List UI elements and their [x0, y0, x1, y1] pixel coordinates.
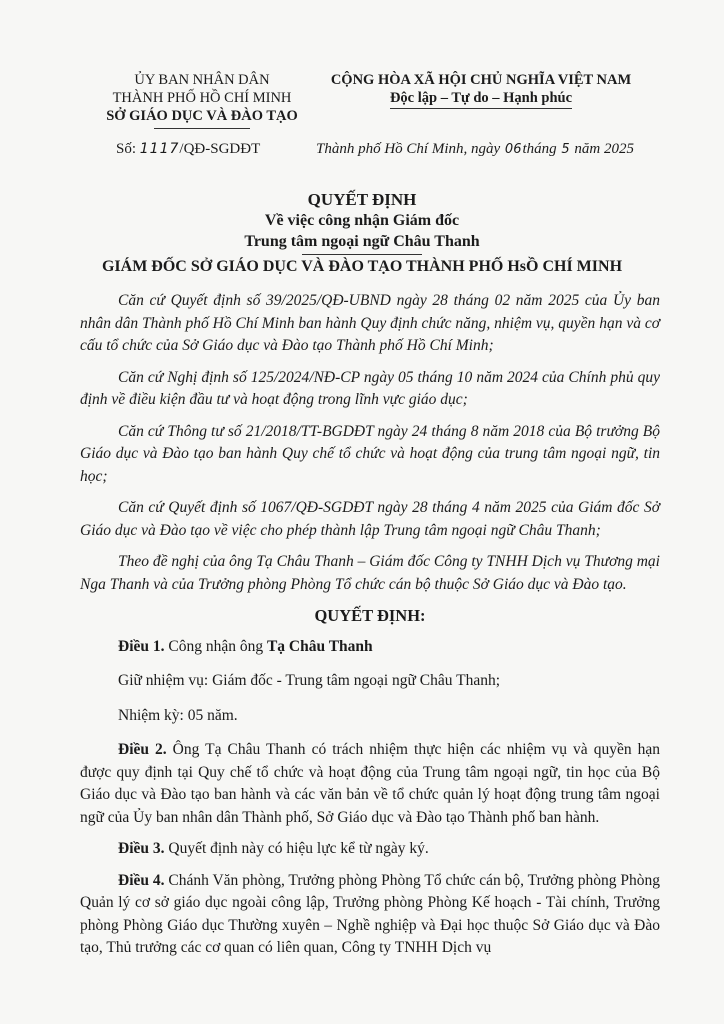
article-1-label: Điều 1.: [118, 637, 165, 655]
doc-number-prefix: Số:: [116, 141, 140, 157]
article-2-label: Điều 2.: [118, 741, 167, 758]
article-3: [80, 838, 660, 861]
place-and-date: [316, 141, 634, 158]
article-1-position: Giữ nhiệm vụ: Giám đốc - Trung tâm ngoại ngữ Châu Thanh;: [118, 672, 501, 689]
article-2: [80, 739, 660, 829]
handwritten-month: 5: [561, 142, 570, 157]
title-underline: [302, 254, 422, 255]
article-3-label: Điều 3.: [118, 840, 165, 857]
appointee-name: Tạ Châu Thanh: [266, 637, 373, 655]
article-4-label: Điều 4.: [118, 871, 165, 889]
doc-number-handwritten: 1117: [139, 141, 180, 157]
article-1: [80, 636, 660, 659]
national-motto: Độc lập – Tự do – Hạnh phúc: [390, 89, 572, 109]
handwritten-day: 06: [504, 142, 522, 157]
place-date-prefix: Thành phố Hồ Chí Minh, ngày: [316, 141, 501, 157]
legal-basis-3: Căn cứ Thông tư số 21/2018/TT-BGDĐT ngày 24 tháng 8 năm 2018 của Bộ trưởng Bộ Giáo dục và Đào tạo ban hành Quy chế tổ chức và hoạt động của trung tâm ngoại ngữ, tin học;: [80, 422, 660, 485]
decision-subject-line-2: Trung tâm ngoại ngữ Châu Thanh: [244, 233, 480, 250]
legal-basis-4: Căn cứ Quyết định số 1067/QĐ-SGDĐT ngày 28 tháng 4 năm 2025 của Giám đốc Sở Giáo dục và Đào tạo về việc cho phép thành lập Trung tâm ngoại ngữ Châu Thanh;: [80, 499, 660, 539]
decision-subject-line-1: Về việc công nhận Giám đốc: [264, 212, 460, 229]
doc-number-suffix: /QĐ-SGDĐT: [179, 141, 261, 157]
month-label: tháng: [522, 141, 557, 157]
article-4-text: Chánh Văn phòng, Trưởng phòng Phòng Tổ chức cán bộ, Trưởng phòng Phòng Quản lý cơ sở giáo dục ngoài công lập, Trưởng phòng Phòng Kế hoạch - Tài chính, Trưởng phòng Phòng Giáo dục Thường xuyên – Nghề nghiệp và Đại học thuộc Sở Giáo dục và Đào tạo, Thủ trưởng các cơ quan có liên quan, Công ty TNHH Dịch vụ: [80, 871, 660, 956]
header-left-underline: [154, 128, 250, 129]
document-body: [80, 290, 660, 969]
issuing-authority-block: [78, 71, 326, 129]
decision-heading: QUYẾT ĐỊNH:: [314, 606, 426, 625]
issuing-authority-heading: GIÁM ĐỐC SỞ GIÁO DỤC VÀ ĐÀO TẠO THÀNH PHỐ HsỒ CHÍ MINH: [101, 258, 623, 275]
decision-title-block: [0, 189, 724, 255]
article-2-text: Ông Tạ Châu Thanh có trách nhiệm thực hiện các nhiệm vụ và quyền hạn được quy định tại Quy chế tổ chức và hoạt động của Trung tâm ngoại ngữ, tin học của Bộ Giáo dục và Đào tạo ban hành và các văn bản về tổ chức quản lý hoạt động trung tâm ngoại ngữ của Ủy ban nhân dân Thành phố, Sở Giáo dục và Đào tạo Thành phố ban hành.: [80, 741, 660, 826]
legal-basis-1: Căn cứ Quyết định số 39/2025/QĐ-UBND ngày 28 tháng 02 năm 2025 của Ủy ban nhân dân Thành phố Hồ Chí Minh ban hành Quy định chức năng, nhiệm vụ, quyền hạn và cơ cấu tổ chức của Sở Giáo dục và Đào tạo Thành phố Hồ Chí Minh;: [80, 292, 660, 354]
org-line-2: THÀNH PHỐ HỒ CHÍ MINH: [112, 90, 292, 106]
article-4: [80, 870, 660, 960]
article-1-text: Công nhận ông: [164, 637, 267, 655]
legal-basis-2: Căn cứ Nghị định số 125/2024/NĐ-CP ngày 05 tháng 10 năm 2024 của Chính phủ quy định về điều kiện đầu tư và hoạt động trong lĩnh vực giáo dục;: [80, 368, 660, 408]
article-3-text: Quyết định này có hiệu lực kể từ ngày ký.: [164, 840, 429, 857]
year-label: năm 2025: [574, 141, 635, 157]
org-line-3: SỞ GIÁO DỤC VÀ ĐÀO TẠO: [106, 108, 298, 124]
national-title-block: [300, 71, 662, 109]
document-number: [116, 141, 260, 158]
org-line-1: ỦY BAN NHÂN DÂN: [134, 72, 270, 88]
proposal-basis: Theo đề nghị của ông Tạ Châu Thanh – Giám đốc Công ty TNHH Dịch vụ Thương mại Nga Thanh và của Trưởng phòng Phòng Tổ chức cán bộ thuộc Sở Giáo dục và Đào tạo.: [80, 553, 660, 593]
article-1-term: Nhiệm kỳ: 05 năm.: [118, 706, 238, 724]
national-title: CỘNG HÒA XÃ HỘI CHỦ NGHĨA VIỆT NAM: [330, 72, 632, 88]
decision-title: QUYẾT ĐỊNH: [307, 190, 417, 209]
